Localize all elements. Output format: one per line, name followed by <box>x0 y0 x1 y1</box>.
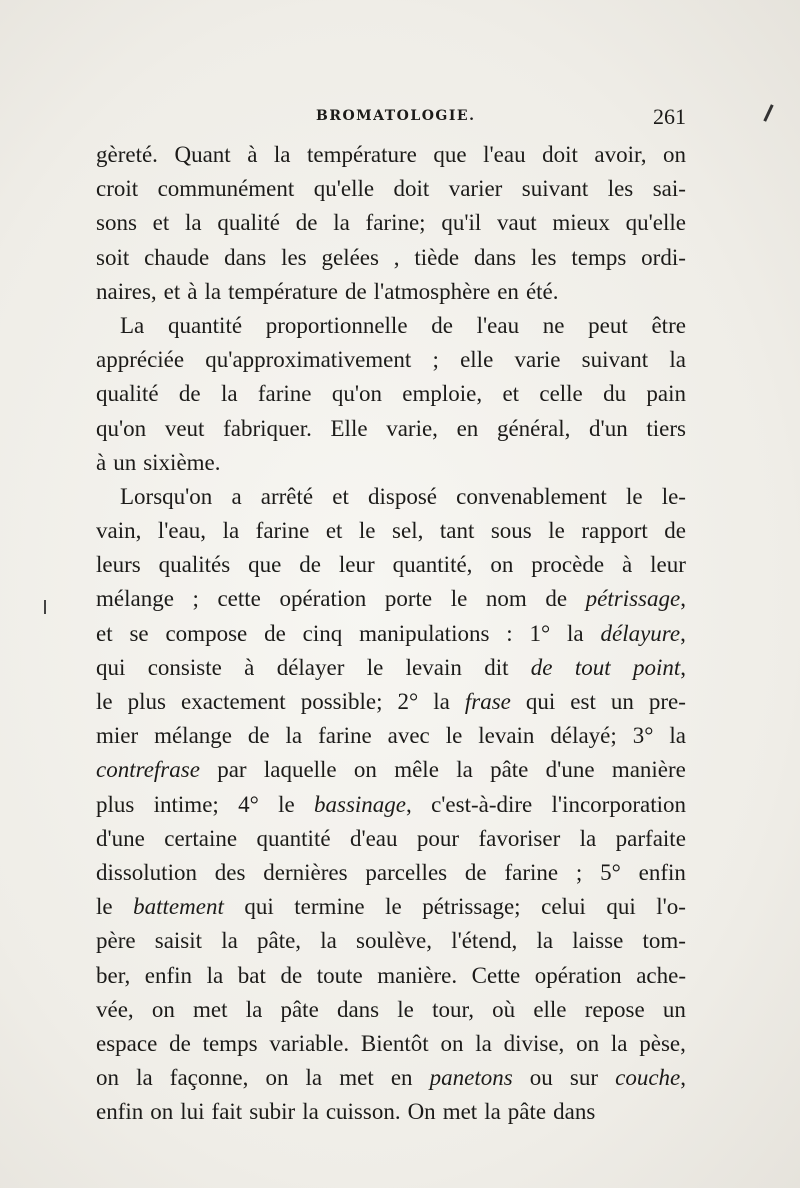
text-line: le plus exactement possible; 2° la frase qui est un pre- <box>96 689 686 714</box>
text-line: mier mélange de la farine avec le levain délayé; 3° la <box>96 723 686 749</box>
text-line: qu'on veut fabriquer. Elle varie, en général, d'un tiers <box>96 415 686 441</box>
text-line: dissolution des dernières parcelles de farine ; 5° enfin <box>96 859 686 885</box>
text-line: appréciée qu'approximativement ; elle varie suivant la <box>96 347 686 373</box>
text-line: vain, l'eau, la farine et le sel, tant sous le rapport de <box>96 518 686 544</box>
text-line: qui consiste à délayer le levain dit de tout point, <box>96 654 686 680</box>
text-line: contrefrase par laquelle on mêle la pâte d'une manière <box>96 757 686 783</box>
body-text <box>96 138 686 1129</box>
text-line: gèreté. Quant à la température que l'eau doit avoir, on <box>96 142 686 167</box>
text-line: d'une certaine quantité d'eau pour favoriser la parfaite <box>96 825 686 851</box>
text-line: croit communément qu'elle doit varier suivant les sai- <box>96 176 686 202</box>
text-line: leurs qualités que de leur quantité, on procède à leur <box>96 552 686 578</box>
running-head-title: BROMATOLOGIE. <box>316 108 476 124</box>
text-line: Lorsqu'on a arrêté et disposé convenablement le le- <box>120 483 686 509</box>
margin-stroke <box>763 104 773 122</box>
text-line: naires, et à la température de l'atmosphère en été. <box>96 278 559 304</box>
text-line: vée, on met la pâte dans le tour, où elle repose un <box>96 996 686 1022</box>
text-line: mélange ; cette opération porte le nom de pétrissage, <box>96 586 686 612</box>
running-head <box>96 104 686 132</box>
text-line: ber, enfin la bat de toute manière. Cette opération ache- <box>96 962 686 988</box>
text-line: espace de temps variable. Bientôt on la divise, on la pèse, <box>96 1030 686 1056</box>
text-line: qualité de la farine qu'on emploie, et celle du pain <box>96 381 686 407</box>
text-line: plus intime; 4° le bassinage, c'est-à-dire l'incorporation <box>96 791 686 817</box>
text-line: soit chaude dans les gelées , tiède dans les temps ordi- <box>96 244 686 270</box>
text-line: père saisit la pâte, la soulève, l'étend, la laisse tom- <box>96 928 686 954</box>
page-number: 261 <box>653 104 686 129</box>
text-line: sons et la qualité de la farine; qu'il vaut mieux qu'elle <box>96 210 686 236</box>
text-line: La quantité proportionnelle de l'eau ne peut être <box>120 312 686 338</box>
text-line: et se compose de cinq manipulations : 1° la délayure, <box>96 620 686 646</box>
text-line: le battement qui termine le pétrissage; celui qui l'o- <box>96 894 686 920</box>
text-line: enfin on lui fait subir la cuisson. On met la pâte dans <box>96 1099 596 1125</box>
margin-tick <box>44 600 46 614</box>
text-line: à un sixième. <box>96 449 221 475</box>
text-line: on la façonne, on la met en panetons ou sur couche, <box>96 1065 686 1091</box>
